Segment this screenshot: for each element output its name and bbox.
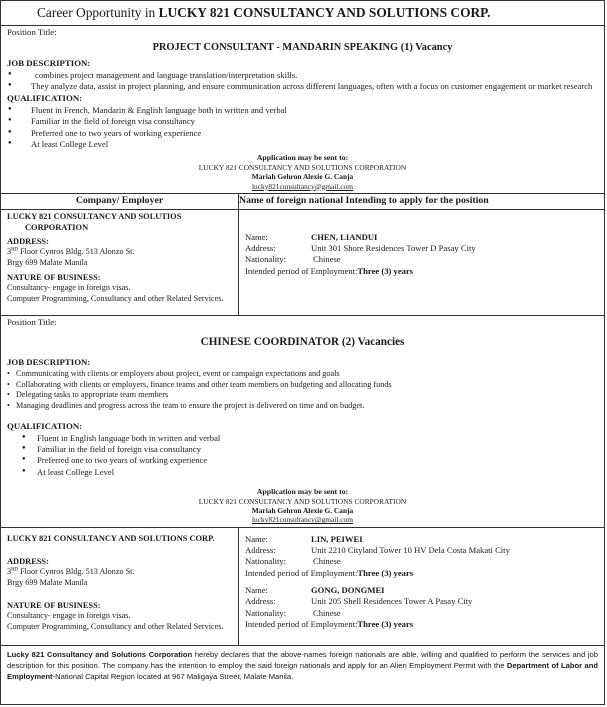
job1-application-info	[7, 153, 598, 190]
employer2-address	[7, 567, 232, 578]
employer-floor-number: 3	[7, 247, 12, 256]
employer-name-line1: LUCKY 821 CONSULTANCY AND SOLUTIOS	[7, 211, 182, 221]
national-name-row	[245, 232, 598, 243]
table1-head-company: Company/ Employer	[1, 194, 239, 209]
national-nationality-row	[245, 608, 598, 619]
job2-application-info	[7, 487, 598, 524]
job1-qualification-item: ● Familiar in the field of foreign visa consultancy	[7, 116, 598, 127]
job1-qualification-list	[7, 105, 598, 150]
employer2-floor-suffix: RD	[11, 566, 19, 572]
job2-section	[1, 316, 604, 528]
national-name: CHEN, LIANDUI	[311, 231, 378, 242]
job1-qual-label: QUALIFICATION:	[7, 93, 83, 104]
national-entry	[245, 534, 598, 579]
job2-description-list	[7, 369, 598, 412]
table2-employer-cell	[1, 528, 239, 645]
national-period-label: Intended period of Employment:	[245, 567, 358, 578]
table2-body-row	[1, 528, 604, 646]
national-address: Unit 301 Shore Residences Tower D Pasay City	[311, 243, 476, 254]
national-name: LIN, PEIWEI	[311, 533, 363, 544]
job2-apply-heading: Application may be sent to:	[256, 487, 349, 497]
job2-qualification-item: ● Fluent in English language both in written and verbal	[7, 433, 598, 444]
national-name-label: Name:	[245, 231, 268, 242]
table1-head-national: Name of foreign national Intending to apply for the position	[239, 194, 489, 206]
job1-title: PROJECT CONSULTANT - MANDARIN SPEAKING (1) Vacancy	[152, 42, 453, 54]
national-nationality: Chinese	[313, 254, 341, 265]
national-address: Unit 2210 Cityland Tower 10 HV Dela Costa Makati City	[311, 544, 510, 555]
employer-name	[7, 211, 232, 233]
job2-description-item: • Collaborating with clients or employers, finance teams and other team members on budgeting and allocating funds	[7, 380, 598, 391]
national-address: Unit 205 Shell Residences Tower A Pasay City	[311, 596, 473, 607]
national-period-row	[245, 266, 598, 277]
national-name: GONG, DONGMEI	[311, 584, 385, 595]
employer-business: Consultancy- engage in foreign visas. Computer Programming, Consultancy and other Related Services.	[7, 282, 224, 303]
table1-national-cell	[239, 210, 604, 315]
job2-qualification-list	[7, 433, 598, 478]
national-period-label: Intended period of Employment:	[245, 265, 358, 276]
job2-description-item: • Managing deadlines and progress across the team to ensure the project is delivered on time and on budget.	[7, 401, 598, 412]
national-name-row	[245, 534, 598, 545]
employer-address-line2: Brgy 699 Malate Manila	[7, 257, 88, 267]
declaration	[1, 646, 604, 685]
employer2-address-label: ADDRESS:	[7, 556, 49, 566]
job2-apply-company: LUCKY 821 CONSULTANCY AND SOLUTIONS CORPORATION	[198, 496, 407, 506]
national-nationality: Chinese	[313, 607, 341, 618]
header-prefix: Career Opportunity in	[37, 5, 159, 20]
employer-name-line2: CORPORATION	[25, 222, 89, 232]
declaration-text1: hereby declares that the above-names foreign nationals are able, willing and qualified to perform the services and job description for this position. The company has the intention to employ the said foreign nationals and apply for an Alien Employment Permit with the	[7, 649, 598, 670]
national-nationality-row	[245, 556, 598, 567]
job1-qualification-item: ● Preferred one to two years of working experience	[7, 128, 598, 139]
declaration-company: Lucky 821 Consultancy and Solutions Corporation	[7, 649, 193, 659]
national-period-row	[245, 568, 598, 579]
national-name-label: Name:	[245, 533, 268, 544]
national-address-row	[245, 596, 598, 607]
job2-qual-label: QUALIFICATION:	[7, 421, 83, 432]
national-nationality-label: Nationality:	[245, 607, 287, 618]
job1-apply-company: LUCKY 821 CONSULTANCY AND SOLUTIONS CORPORATION	[198, 163, 407, 173]
national-address-row	[245, 243, 598, 254]
national-name-label: Name:	[245, 584, 268, 595]
declaration-text2: -National Capital Region located at 967 Maligaya Street, Malate Manila.	[52, 671, 294, 681]
page-header	[1, 1, 604, 26]
job2-qualification-item: ● At least College Level	[7, 467, 598, 478]
employer2-address-line1: Floor Cynros Bldg. 513 Alonzo St.	[18, 566, 135, 576]
national-period: Three (3) years	[357, 618, 414, 629]
employer-address-line1: Floor Cynros Bldg. 513 Alonzo St.	[18, 247, 135, 256]
national-entry	[245, 585, 598, 630]
job1-apply-heading: Application may be sent to:	[256, 153, 349, 163]
job2-apply-contact-name: Mariah Gehron Alexie G. Canja	[251, 506, 354, 515]
table1-header-row	[1, 194, 604, 210]
job1-desc-label: JOB DESCRIPTION:	[7, 58, 91, 69]
job2-qualification-item: ● Preferred one to two years of working experience	[7, 455, 598, 466]
job2-apply-email-link[interactable]: lucky821consultancy@gmail.com	[251, 515, 353, 525]
employer-address-label: ADDRESS:	[7, 236, 49, 246]
employer2-name: LUCKY 821 CONSULTANCY AND SOLUTIONS CORP.	[7, 533, 215, 543]
table1-body-row	[1, 210, 604, 316]
job1-apply-contact-name: Mariah Gehron Alexie G. Canja	[251, 172, 354, 182]
employer-business-label: NATURE OF BUSINESS:	[7, 272, 101, 282]
employer-address	[7, 247, 232, 258]
national-address-label: Address:	[245, 544, 276, 555]
header-company: LUCKY 821 CONSULTANCY AND SOLUTIONS CORP.	[158, 5, 491, 20]
national-nationality-row	[245, 254, 598, 265]
national-period-row	[245, 619, 598, 630]
job1-section	[1, 26, 604, 194]
job2-description-item: • Delegating tasks to appropriate team members	[7, 390, 598, 401]
job1-qualification-item: ● Fluent in French, Mandarin & English language both in written and verbal	[7, 105, 598, 116]
employer2-floor-number: 3	[7, 566, 12, 576]
job2-title: CHINESE COORDINATOR (2) Vacancies	[200, 336, 405, 349]
national-nationality-label: Nationality:	[245, 254, 287, 265]
declaration-dole: Department of Labor and Employment	[7, 660, 598, 681]
job1-description-item: ● combines project management and language translation/interpretation skills.	[7, 70, 598, 81]
job1-qualification-item: ● At least College Level	[7, 139, 598, 150]
table2-nationals-cell	[239, 528, 604, 645]
job2-description-item: • Communicating with clients or employers about project, event or campaign expectations and goals	[7, 369, 598, 380]
national-period-label: Intended period of Employment:	[245, 618, 358, 629]
national-address-label: Address:	[245, 596, 276, 607]
national-name-row	[245, 585, 598, 596]
national-nationality: Chinese	[313, 556, 341, 567]
national-address-row	[245, 545, 598, 556]
job2-position-label: Position Title:	[7, 316, 57, 327]
job2-desc-label: JOB DESCRIPTION:	[7, 357, 91, 368]
employer2-address-line2: Brgy 699 Malate Manila	[7, 577, 88, 587]
employer-floor-suffix: RD	[11, 247, 19, 253]
job1-description-item: ● They analyze data, assist in project planning, and ensure communication across different languages, often with a focus on customer engagement or market research	[7, 81, 598, 92]
national-period: Three (3) years	[357, 265, 414, 276]
national-period: Three (3) years	[357, 567, 414, 578]
employer2-business-label: NATURE OF BUSINESS:	[7, 601, 101, 611]
job1-description-list	[7, 70, 598, 93]
job1-position-label: Position Title:	[7, 26, 57, 37]
national-nationality-label: Nationality:	[245, 556, 287, 567]
table1-employer-cell	[1, 210, 239, 315]
national-address-label: Address:	[245, 243, 276, 254]
job1-apply-email-link[interactable]: lucky821consultancy@gmail.com	[251, 181, 353, 191]
job2-qualification-item: ● Familiar in the field of foreign visa consultancy	[7, 444, 598, 455]
employer2-business: Consultancy- engage in foreign visas. Computer Programming, Consultancy and other Related Services.	[7, 611, 224, 632]
